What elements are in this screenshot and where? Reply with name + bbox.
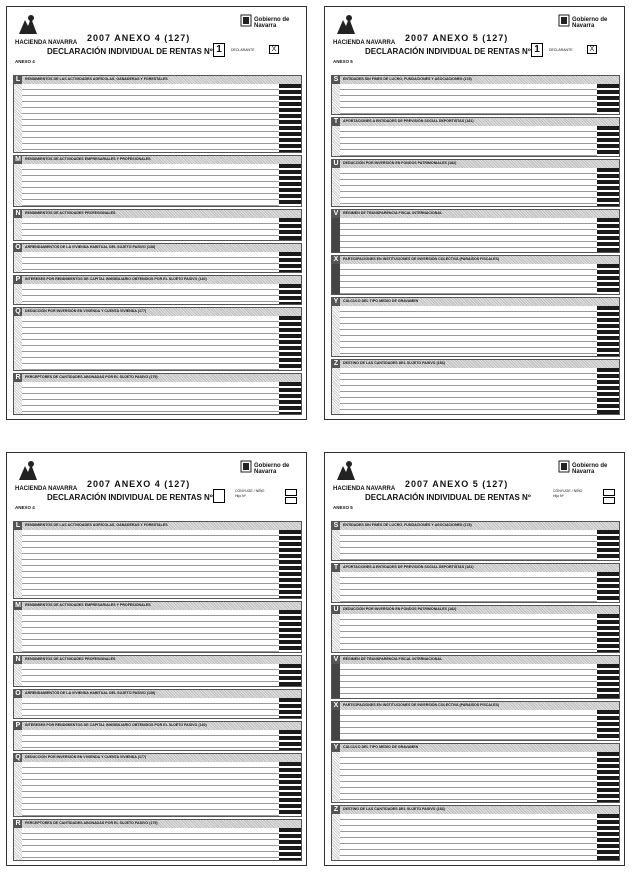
section-y: Y CÁLCULO DEL TIPO MEDIO DE GRAVAMEN: [331, 743, 620, 803]
gobierno-navarra-logo: [558, 13, 618, 41]
section-z: Z DESTINO DE LAS CANTIDADES DEL SUJETO PASIVO (183): [331, 359, 620, 415]
section-n: N RENDIMIENTOS DE ACTIVIDADES PROFESIONALES: [13, 655, 302, 687]
hijo-label: Hijo Nº: [553, 494, 564, 498]
declarante-label: DECLARANTE: [231, 48, 255, 52]
section-x: X PARTICIPACIONES EN INSTITUCIONES DE INVERSIÓN COLECTIVA (PARAÍSOS FISCALES): [331, 255, 620, 295]
section-u: U DEDUCCIÓN POR INVERSIÓN EN FONDOS PATRIMONIALES (182): [331, 605, 620, 653]
form-subtitle: DECLARACIÓN INDIVIDUAL DE RENTAS Nº: [47, 47, 213, 56]
gobierno-navarra-text: Gobierno de Navarra: [254, 17, 290, 29]
section-title: PERCEPTORES DE CANTIDADES ABONADAS POR EL SUJETO PASIVO (179): [25, 821, 158, 825]
section-title: RÉGIMEN DE TRANSPARENCIA FISCAL INTERNACIONAL: [343, 657, 443, 661]
section-title: RENDIMIENTOS DE ACTIVIDADES EMPRESARIALES Y PROFESIONALES: [25, 603, 151, 607]
conyuge-checkbox[interactable]: [285, 489, 297, 496]
section-t: T APORTACIONES A ENTIDADES DE PREVISIÓN SOCIAL DEPORTISTAS (181): [331, 563, 620, 603]
hacienda-navarra-text: HACIENDA NAVARRA: [15, 40, 78, 46]
section-q: Q DEDUCCIÓN POR INVERSIÓN EN VIVIENDA Y CUENTA VIVIENDA (177): [13, 753, 302, 817]
conyuge-label: CÓNYUGE / NIÑO: [553, 489, 583, 493]
hacienda-navarra-text: HACIENDA NAVARRA: [333, 486, 396, 492]
form-subtitle: DECLARACIÓN INDIVIDUAL DE RENTAS Nº: [365, 47, 531, 56]
hacienda-navarra-logo: [15, 458, 78, 498]
section-t: T APORTACIONES A ENTIDADES DE PREVISIÓN SOCIAL DEPORTISTAS (181): [331, 117, 620, 157]
form-subtitle: DECLARACIÓN INDIVIDUAL DE RENTAS Nº: [365, 493, 531, 502]
gobierno-navarra-logo: [240, 459, 300, 487]
conyuge-label: CÓNYUGE / NIÑO: [235, 489, 265, 493]
hacienda-navarra-logo: [15, 12, 78, 52]
navarra-crest-icon: [15, 458, 41, 484]
anexo-label: ANEXO 5: [333, 59, 353, 64]
declarante-label: DECLARANTE: [549, 48, 573, 52]
form-page-anexo5-declarante: [324, 6, 625, 420]
page-header: [7, 7, 306, 69]
navarra-crest-icon: [333, 12, 359, 38]
section-l: L RENDIMIENTOS DE LAS ACTIVIDADES AGRÍCOLAS, GANADERAS Y FORESTALES: [13, 521, 302, 599]
page-header: [325, 453, 624, 515]
section-title: DEDUCCIÓN POR INVERSIÓN EN VIVIENDA Y CUENTA VIVIENDA (177): [25, 755, 147, 759]
gobierno-navarra-text: Gobierno de Navarra: [572, 17, 608, 29]
section-title: DESTINO DE LAS CANTIDADES DEL SUJETO PASIVO (183): [343, 807, 445, 811]
declarante-checkbox[interactable]: X: [587, 45, 597, 54]
coat-of-arms-icon: [558, 13, 570, 27]
form-page-anexo4-declarante: [6, 6, 307, 420]
coat-of-arms-icon: [558, 459, 570, 473]
section-z: Z DESTINO DE LAS CANTIDADES DEL SUJETO PASIVO (183): [331, 805, 620, 861]
anexo-label: ANEXO 4: [15, 505, 35, 510]
section-title: CÁLCULO DEL TIPO MEDIO DE GRAVAMEN: [343, 745, 419, 749]
section-title: RENDIMIENTOS DE LAS ACTIVIDADES AGRÍCOLAS, GANADERAS Y FORESTALES: [25, 523, 168, 527]
section-m: M RENDIMIENTOS DE ACTIVIDADES EMPRESARIALES Y PROFESIONALES: [13, 155, 302, 207]
section-r: R PERCEPTORES DE CANTIDADES ABONADAS POR EL SUJETO PASIVO (179): [13, 819, 302, 861]
page-header: [7, 453, 306, 515]
section-n: N RENDIMIENTOS DE ACTIVIDADES PROFESIONALES: [13, 209, 302, 241]
anexo-label: ANEXO 5: [333, 505, 353, 510]
hijo-label: Hijo Nº: [235, 494, 246, 498]
hacienda-navarra-text: HACIENDA NAVARRA: [15, 486, 78, 492]
gobierno-navarra-logo: [558, 459, 618, 487]
conyuge-hijo-selector: [235, 489, 297, 505]
section-title: ENTIDADES SIN FINES DE LUCRO, FUNDACIONES Y ASOCIACIONES (178): [343, 77, 472, 81]
section-v: V RÉGIMEN DE TRANSPARENCIA FISCAL INTERNACIONAL: [331, 209, 620, 253]
form-page-anexo5-conyuge: [324, 452, 625, 866]
section-title: DEDUCCIÓN POR INVERSIÓN EN VIVIENDA Y CUENTA VIVIENDA (177): [25, 309, 147, 313]
hijo-number-box[interactable]: [603, 497, 615, 504]
anexo-label: ANEXO 4: [15, 59, 35, 64]
conyuge-hijo-selector: [553, 489, 615, 505]
section-u: U DEDUCCIÓN POR INVERSIÓN EN FONDOS PATRIMONIALES (182): [331, 159, 620, 207]
coat-of-arms-icon: [240, 459, 252, 473]
section-title: RÉGIMEN DE TRANSPARENCIA FISCAL INTERNACIONAL: [343, 211, 443, 215]
section-s: S ENTIDADES SIN FINES DE LUCRO, FUNDACIONES Y ASOCIACIONES (178): [331, 521, 620, 561]
section-v: V RÉGIMEN DE TRANSPARENCIA FISCAL INTERNACIONAL: [331, 655, 620, 699]
section-p: P INTERESES POR RENDIMIENTOS DE CAPITAL INMOBILIARIO OBTENIDOS POR EL SUJETO PASIVO (140): [13, 275, 302, 305]
gobierno-navarra-logo: [240, 13, 300, 41]
navarra-crest-icon: [15, 12, 41, 38]
section-title: APORTACIONES A ENTIDADES DE PREVISIÓN SOCIAL DEPORTISTAS (181): [343, 565, 474, 569]
declaration-number-box[interactable]: [213, 489, 225, 503]
hacienda-navarra-text: HACIENDA NAVARRA: [333, 40, 396, 46]
section-title: RENDIMIENTOS DE LAS ACTIVIDADES AGRÍCOLAS, GANADERAS Y FORESTALES: [25, 77, 168, 81]
page-title: 2007 ANEXO 5 (127): [405, 479, 509, 489]
navarra-crest-icon: [333, 458, 359, 484]
form-subtitle: DECLARACIÓN INDIVIDUAL DE RENTAS Nº: [47, 493, 213, 502]
declaration-number: 1: [213, 43, 225, 57]
section-title: DEDUCCIÓN POR INVERSIÓN EN FONDOS PATRIMONIALES (182): [343, 607, 457, 611]
section-title: PARTICIPACIONES EN INSTITUCIONES DE INVERSIÓN COLECTIVA (PARAÍSOS FISCALES): [343, 257, 500, 261]
form-page-anexo4-conyuge: [6, 452, 307, 866]
page-title: 2007 ANEXO 4 (127): [87, 33, 191, 43]
section-o: O ARRENDAMIENTOS DE LA VIVIENDA HABITUAL DEL SUJETO PASIVO (138): [13, 689, 302, 719]
section-title: ARRENDAMIENTOS DE LA VIVIENDA HABITUAL DEL SUJETO PASIVO (138): [25, 245, 156, 249]
section-title: ARRENDAMIENTOS DE LA VIVIENDA HABITUAL DEL SUJETO PASIVO (138): [25, 691, 156, 695]
section-l: L RENDIMIENTOS DE LAS ACTIVIDADES AGRÍCOLAS, GANADERAS Y FORESTALES: [13, 75, 302, 153]
declaration-number: 1: [531, 43, 543, 57]
section-title: RENDIMIENTOS DE ACTIVIDADES EMPRESARIALES Y PROFESIONALES: [25, 157, 151, 161]
page-title: 2007 ANEXO 4 (127): [87, 479, 191, 489]
section-title: ENTIDADES SIN FINES DE LUCRO, FUNDACIONES Y ASOCIACIONES (178): [343, 523, 472, 527]
section-title: RENDIMIENTOS DE ACTIVIDADES PROFESIONALES: [25, 211, 116, 215]
section-title: APORTACIONES A ENTIDADES DE PREVISIÓN SOCIAL DEPORTISTAS (181): [343, 119, 474, 123]
section-title: PARTICIPACIONES EN INSTITUCIONES DE INVERSIÓN COLECTIVA (PARAÍSOS FISCALES): [343, 703, 500, 707]
section-title: RENDIMIENTOS DE ACTIVIDADES PROFESIONALES: [25, 657, 116, 661]
section-o: O ARRENDAMIENTOS DE LA VIVIENDA HABITUAL DEL SUJETO PASIVO (138): [13, 243, 302, 273]
page-header: [325, 7, 624, 69]
page-title: 2007 ANEXO 5 (127): [405, 33, 509, 43]
section-title: DESTINO DE LAS CANTIDADES DEL SUJETO PASIVO (183): [343, 361, 445, 365]
section-q: Q DEDUCCIÓN POR INVERSIÓN EN VIVIENDA Y CUENTA VIVIENDA (177): [13, 307, 302, 371]
coat-of-arms-icon: [240, 13, 252, 27]
section-title: INTERESES POR RENDIMIENTOS DE CAPITAL INMOBILIARIO OBTENIDOS POR EL SUJETO PASIVO (140): [25, 723, 207, 727]
section-y: Y CÁLCULO DEL TIPO MEDIO DE GRAVAMEN: [331, 297, 620, 357]
section-x: X PARTICIPACIONES EN INSTITUCIONES DE INVERSIÓN COLECTIVA (PARAÍSOS FISCALES): [331, 701, 620, 741]
section-p: P INTERESES POR RENDIMIENTOS DE CAPITAL INMOBILIARIO OBTENIDOS POR EL SUJETO PASIVO (140): [13, 721, 302, 751]
hijo-number-box[interactable]: [285, 497, 297, 504]
section-title: PERCEPTORES DE CANTIDADES ABONADAS POR EL SUJETO PASIVO (179): [25, 375, 158, 379]
gobierno-navarra-text: Gobierno de Navarra: [254, 463, 290, 475]
hacienda-navarra-logo: [333, 12, 396, 52]
section-r: R PERCEPTORES DE CANTIDADES ABONADAS POR EL SUJETO PASIVO (179): [13, 373, 302, 415]
hacienda-navarra-logo: [333, 458, 396, 498]
section-title: INTERESES POR RENDIMIENTOS DE CAPITAL INMOBILIARIO OBTENIDOS POR EL SUJETO PASIVO (140): [25, 277, 207, 281]
section-title: CÁLCULO DEL TIPO MEDIO DE GRAVAMEN: [343, 299, 419, 303]
section-title: DEDUCCIÓN POR INVERSIÓN EN FONDOS PATRIMONIALES (182): [343, 161, 457, 165]
conyuge-checkbox[interactable]: [603, 489, 615, 496]
section-s: S ENTIDADES SIN FINES DE LUCRO, FUNDACIONES Y ASOCIACIONES (178): [331, 75, 620, 115]
gobierno-navarra-text: Gobierno de Navarra: [572, 463, 608, 475]
declarante-checkbox[interactable]: X: [269, 45, 279, 54]
section-m: M RENDIMIENTOS DE ACTIVIDADES EMPRESARIALES Y PROFESIONALES: [13, 601, 302, 653]
